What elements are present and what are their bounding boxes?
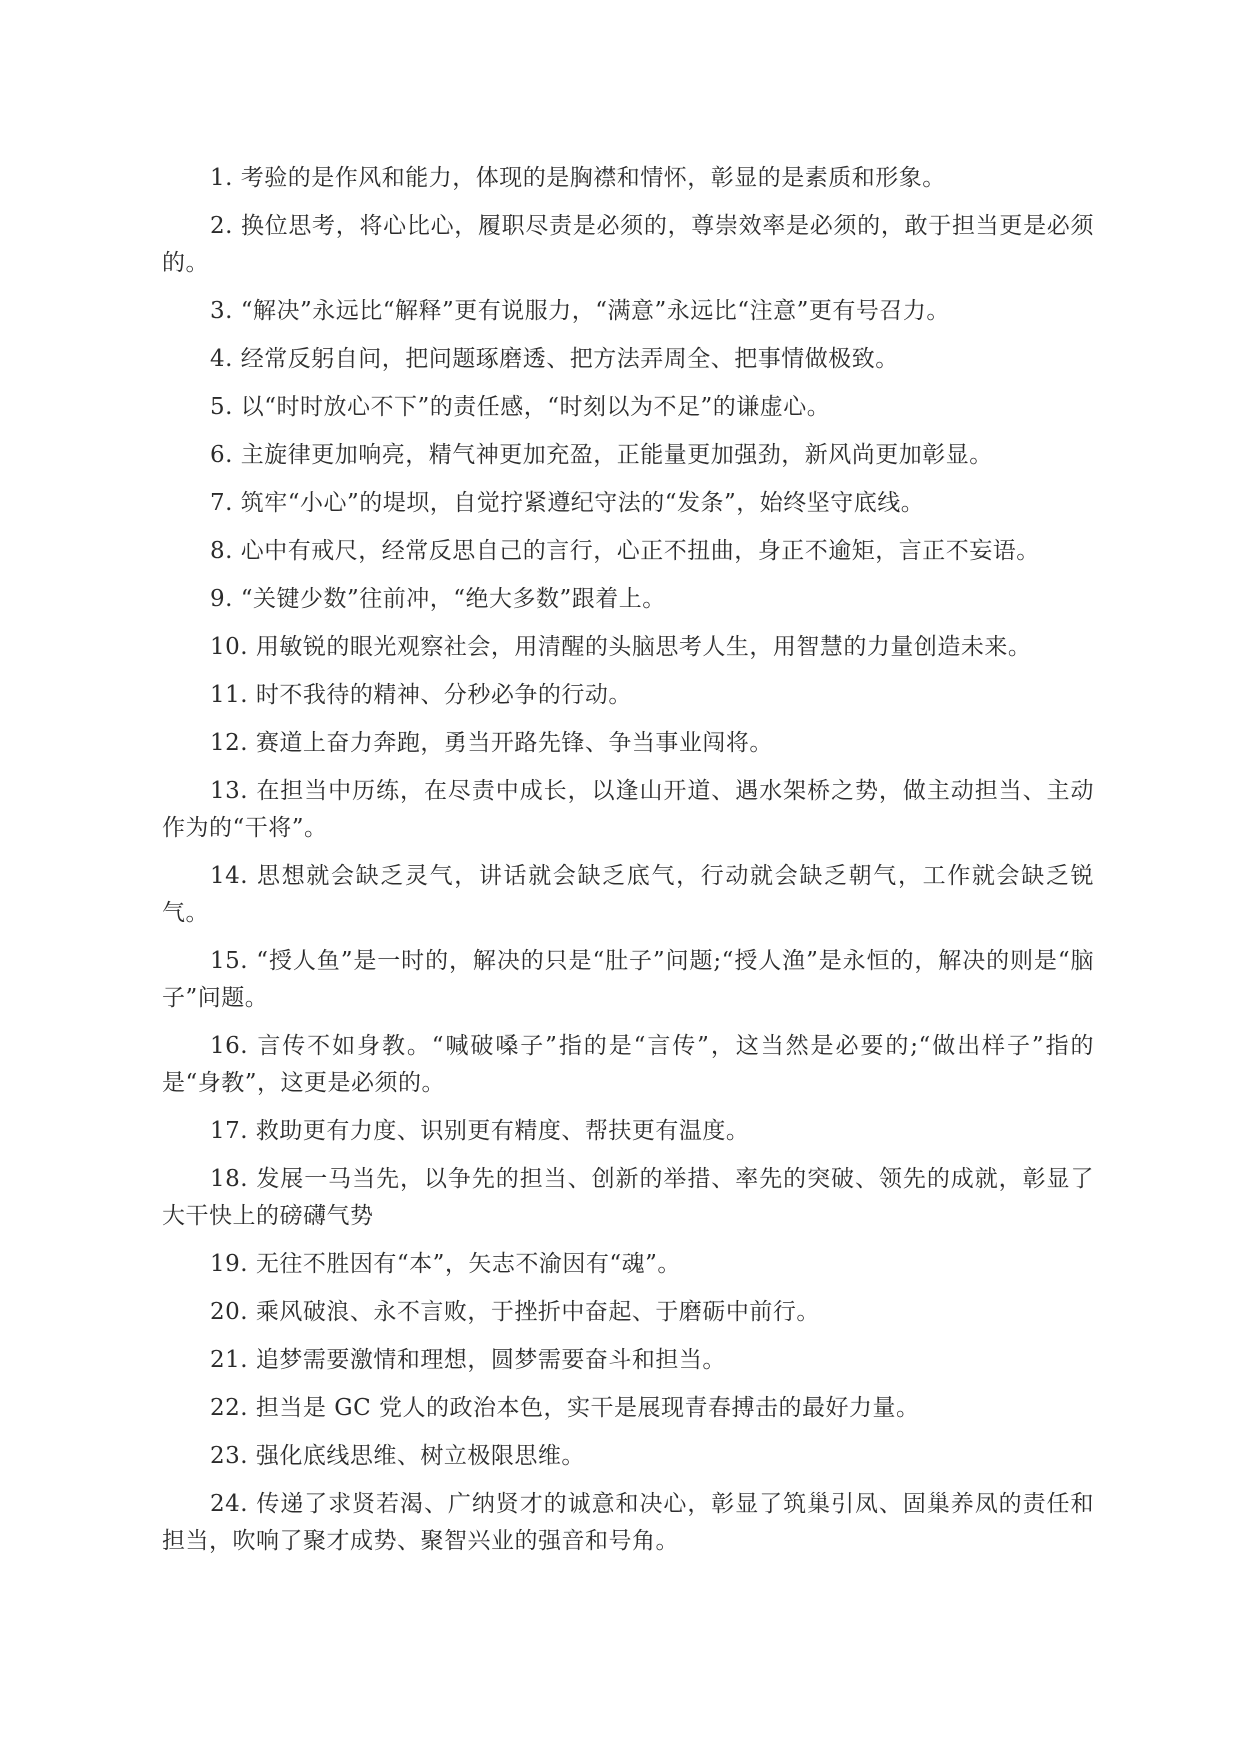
list-item: 11. 时不我待的精神、分秒必争的行动。 [210, 682, 632, 708]
list-item: 9. “关键少数”往前冲，“绝大多数”跟着上。 [210, 586, 666, 612]
list-item: 15. “授人鱼”是一时的，解决的只是“肚子”问题;“授人渔”是永恒的，解决的则是“脑子”问题。 [162, 948, 1094, 1011]
list-item: 12. 赛道上奋力奔跑，勇当开路先锋、争当事业闯将。 [210, 730, 773, 756]
list-item: 23. 强化底线思维、树立极限思维。 [210, 1443, 585, 1469]
list-item: 3. “解决”永远比“解释”更有说服力，“满意”永远比“注意”更有号召力。 [210, 298, 950, 324]
list-item: 20. 乘风破浪、永不言败，于挫折中奋起、于磨砺中前行。 [210, 1299, 820, 1325]
list-item: 19. 无往不胜因有“本”，矢志不渝因有“魂”。 [210, 1251, 681, 1277]
list-item: 1. 考验的是作风和能力，体现的是胸襟和情怀，彰显的是素质和形象。 [210, 165, 946, 191]
list-item: 22. 担当是 GC 党人的政治本色，实干是展现青春搏击的最好力量。 [210, 1395, 920, 1421]
list-item: 14. 思想就会缺乏灵气，讲话就会缺乏底气，行动就会缺乏朝气，工作就会缺乏锐气。 [162, 863, 1094, 926]
list-item: 8. 心中有戒尺，经常反思自己的言行，心正不扭曲，身正不逾矩，言正不妄语。 [210, 538, 1040, 564]
list-item: 18. 发展一马当先，以争先的担当、创新的举措、率先的突破、领先的成就，彰显了大干快上的磅礴气势 [162, 1166, 1094, 1229]
list-item: 24. 传递了求贤若渴、广纳贤才的诚意和决心，彰显了筑巢引凤、固巢养凤的责任和担当，吹响了聚才成势、聚智兴业的强音和号角。 [162, 1491, 1094, 1554]
list-item: 10. 用敏锐的眼光观察社会，用清醒的头脑思考人生，用智慧的力量创造未来。 [210, 634, 1032, 660]
list-item: 2. 换位思考，将心比心，履职尽责是必须的，尊崇效率是必须的，敢于担当更是必须的。 [162, 213, 1094, 276]
list-item: 16. 言传不如身教。“喊破嗓子”指的是“言传”，这当然是必要的;“做出样子”指的是“身教”，这更是必须的。 [162, 1033, 1094, 1096]
document-body [162, 160, 1094, 1571]
list-item: 21. 追梦需要激情和理想，圆梦需要奋斗和担当。 [210, 1347, 726, 1373]
list-item: 5. 以“时时放心不下”的责任感，“时刻以为不足”的谦虚心。 [210, 394, 831, 420]
list-item: 13. 在担当中历练，在尽责中成长，以逢山开道、遇水架桥之势，做主动担当、主动作为的“干将”。 [162, 778, 1094, 841]
list-item: 17. 救助更有力度、识别更有精度、帮扶更有温度。 [210, 1118, 750, 1144]
list-item: 6. 主旋律更加响亮，精气神更加充盈，正能量更加强劲，新风尚更加彰显。 [210, 442, 993, 468]
list-item: 7. 筑牢“小心”的堤坝，自觉拧紧遵纪守法的“发条”，始终坚守底线。 [210, 490, 925, 516]
list-item: 4. 经常反躬自问，把问题琢磨透、把方法弄周全、把事情做极致。 [210, 346, 899, 372]
